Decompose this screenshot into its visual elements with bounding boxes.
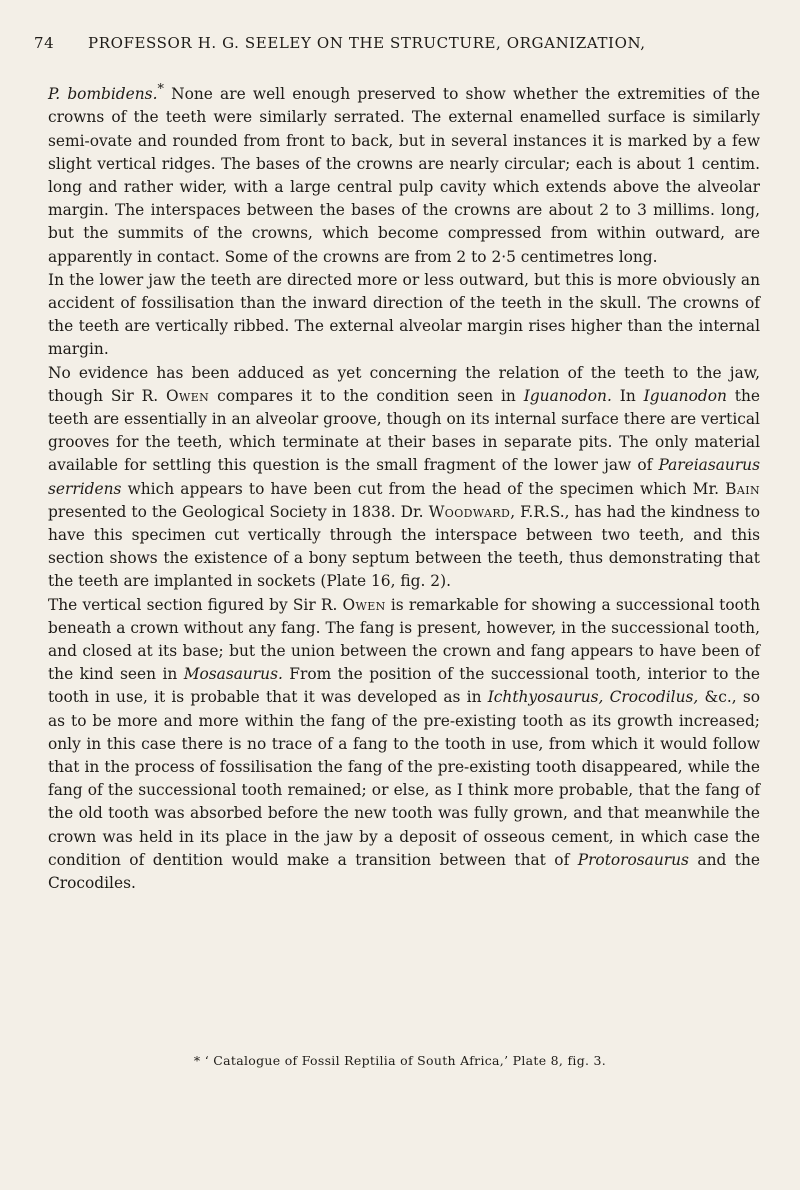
taxon-name: Ichthyosaurus, Crocodilus, xyxy=(487,688,699,707)
taxon-name: P. bombidens. xyxy=(48,85,158,104)
paragraph-3 xyxy=(48,362,760,594)
paragraph-text: which appears to have been cut from the head of the specimen which Mr. xyxy=(121,479,726,498)
person-name: Woodward xyxy=(428,502,511,521)
taxon-name: Iguanodon. xyxy=(523,386,612,405)
paragraph-text: is remarkable for showing a successional tooth beneath a crown without any fang. The fang is present, however, in the successional tooth, and closed at its base; but the union between the crown and fang appears to have been of the kind seen in xyxy=(48,595,760,684)
taxon-name: Pareiasaurus serridens xyxy=(48,456,760,498)
paragraph-text: , F.R.S., has had the kindness to have this specimen cut vertically through the interspace between two teeth, and this section shows the existence of a bony septum between the teeth, thus demonstrating that the teeth are implanted in sockets (Plate 16, fig. 2). xyxy=(48,502,761,591)
paragraph-text: presented to the Geological Society in 1838. Dr. xyxy=(48,502,429,521)
author-name: Owen xyxy=(166,386,210,405)
paragraph-text: In the lower jaw the teeth are directed more or less outward, but this is more obviously an accident of fossilisation than the inward direction of the teeth in the skull. The crowns of the teeth are vertically ribbed. The external alveolar margin rises higher than the internal margin. xyxy=(48,270,760,359)
footnote-marker: * xyxy=(157,82,164,97)
paragraph-text: The vertical section figured by Sir R. xyxy=(48,595,343,614)
author-name: Owen xyxy=(342,595,386,614)
paragraph-text: and the Crocodiles. xyxy=(48,850,760,893)
paragraph-text: No evidence has been adduced as yet concerning the relation of the teeth to the jaw, though Sir R. xyxy=(48,363,760,405)
paragraph-2 xyxy=(48,269,760,362)
running-title: PROFESSOR H. G. SEELEY ON THE STRUCTURE, ORGANIZATION, xyxy=(88,34,646,52)
body-text xyxy=(48,78,760,895)
paragraph-text: None are well enough preserved to show whether the extremities of the crowns of the teeth were similarly serrated. The external enamelled surface is similarly semi-ovate and rounded from front to back, but in several instances it is marked by a few slight vertical ridges. The bases of the crowns are nearly circular; each is about 1 centim. long and rather wider, with a large central pulp cavity which extends above the alveolar margin. The interspaces between the bases of the crowns are about 2 to 3 millims. long, but the summits of the crowns, which become compressed from within outward, are apparently in contact. Some of the crowns are from 2 to 2·5 centimetres long. xyxy=(48,85,760,266)
paragraph-4 xyxy=(48,594,760,896)
footnote: * ‘ Catalogue of Fossil Reptilia of South Africa,’ Plate 8, fig. 3. xyxy=(193,1053,607,1068)
taxon-name: Protorosaurus xyxy=(577,850,689,869)
taxon-name: Mosasaurus. xyxy=(183,665,283,684)
running-head xyxy=(34,34,769,58)
paragraph-text: compares it to the condition seen in xyxy=(209,386,524,405)
page-number: 74 xyxy=(34,34,55,52)
paragraph-text: In xyxy=(611,386,644,405)
paragraph-text: From the position of the successional tooth, interior to the tooth in use, it is probable that it was developed as in xyxy=(48,665,760,707)
paragraph-text: the teeth are essentially in an alveolar groove, though on its internal surface there are vertical grooves for the teeth, which terminate at their bases in separate pits. The only material available for settling this question is the small fragment of the lower jaw of xyxy=(48,386,760,475)
taxon-name: Iguanodon xyxy=(643,386,727,405)
paragraph-text: &c., so as to be more and more within the fang of the pre-existing tooth as its growth increased; only in this case there is no trace of a fang to the tooth in use, from which it would follow that in the process of fossilisation the fang of the pre-existing tooth disappeared, while the fang of the successional tooth remained; or else, as I think more probable, that the fang of the old tooth was absorbed before the new tooth was fully grown, and that meanwhile the crown was held in its place in the jaw by a deposit of osseous cement, in which case the condition of dentition would make a transition between that of xyxy=(48,688,760,869)
paragraph-1 xyxy=(48,78,760,269)
person-name: Bain xyxy=(725,479,760,498)
